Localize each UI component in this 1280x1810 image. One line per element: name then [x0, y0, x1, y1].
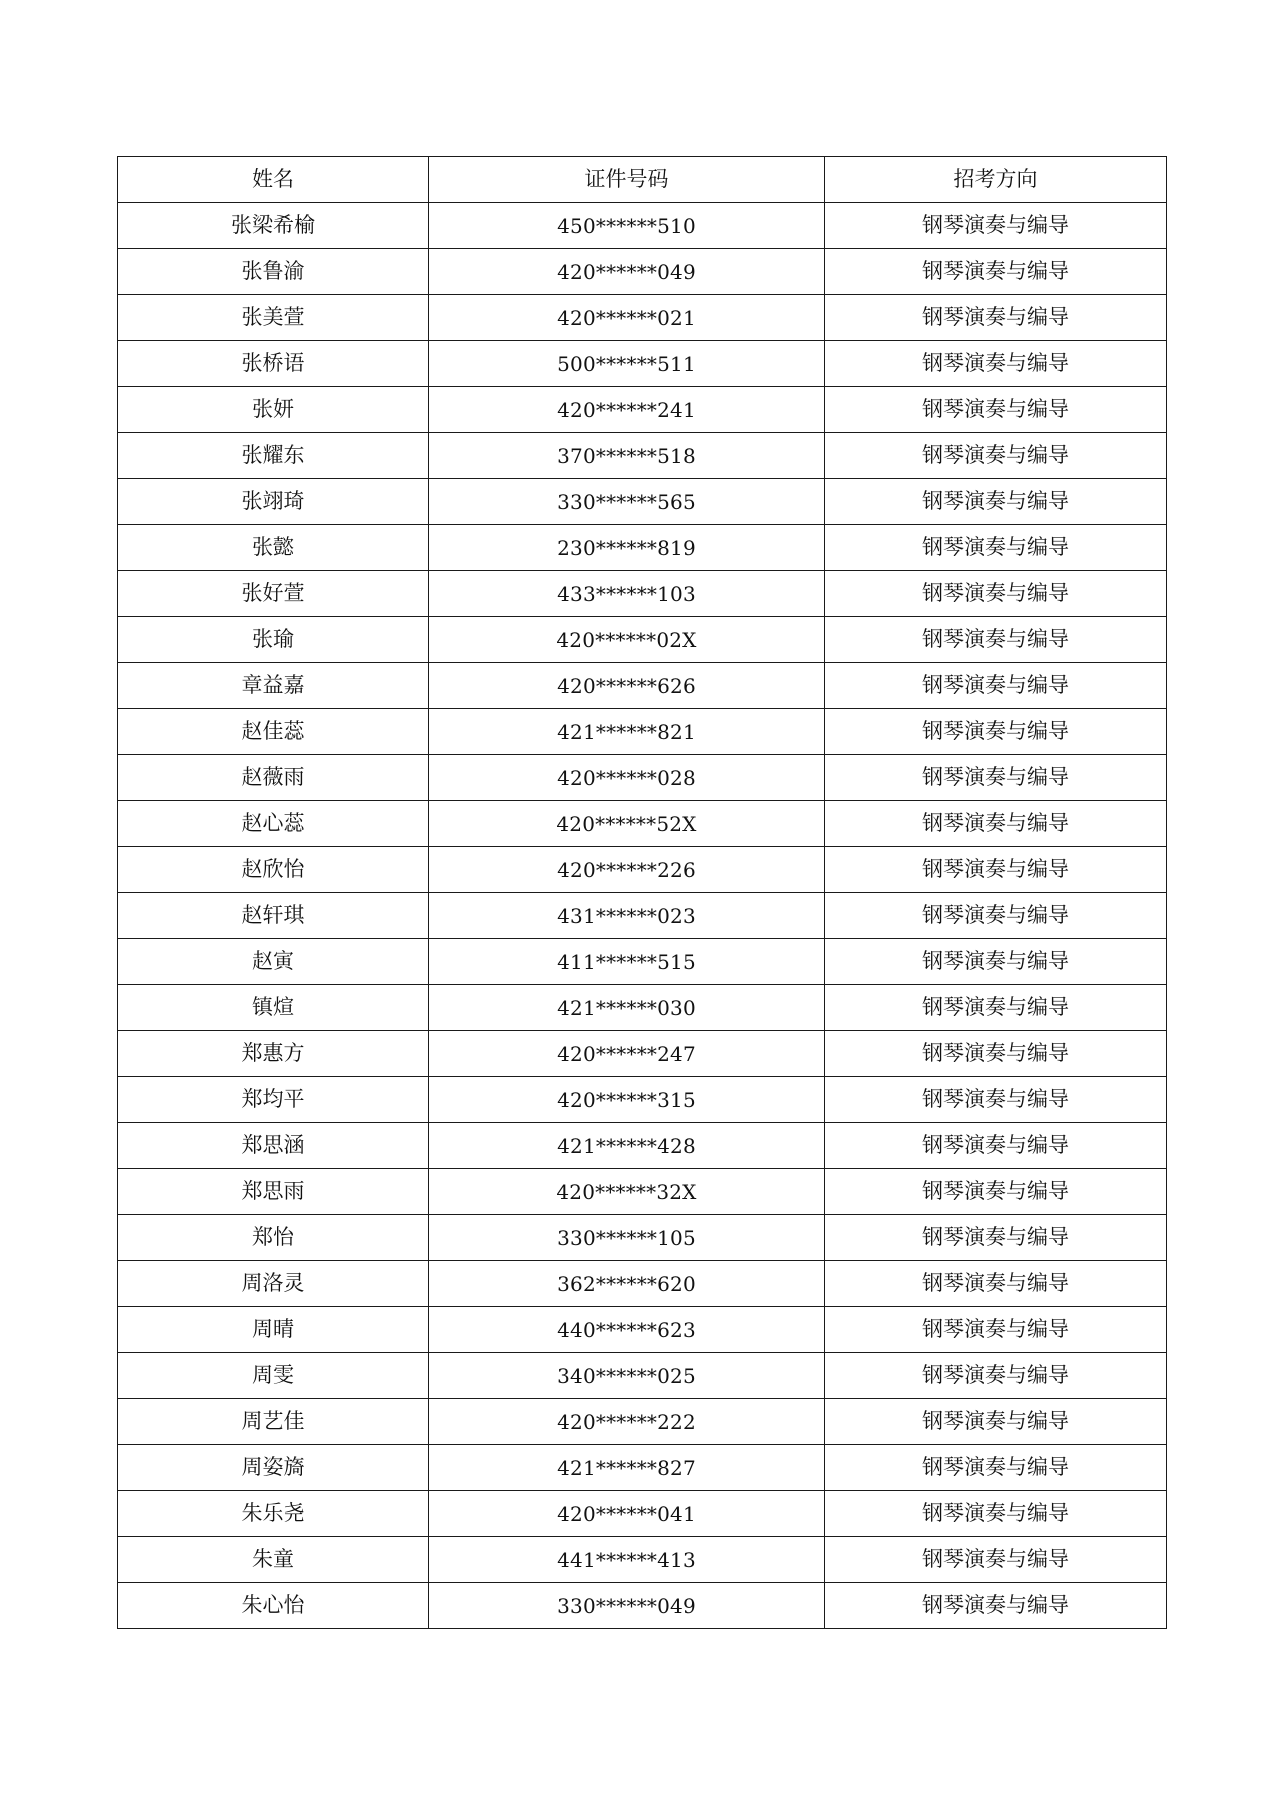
direction-cell: 钢琴演奏与编导: [825, 709, 1167, 755]
id-number-cell: 420******021: [429, 295, 825, 341]
column-header-direction: 招考方向: [825, 157, 1167, 203]
id-number-cell: 420******226: [429, 847, 825, 893]
direction-cell: 钢琴演奏与编导: [825, 1215, 1167, 1261]
id-number-cell: 340******025: [429, 1353, 825, 1399]
name-cell: 郑思涵: [118, 1123, 429, 1169]
direction-cell: 钢琴演奏与编导: [825, 1307, 1167, 1353]
id-number-cell: 420******52X: [429, 801, 825, 847]
direction-cell: 钢琴演奏与编导: [825, 571, 1167, 617]
direction-cell: 钢琴演奏与编导: [825, 203, 1167, 249]
direction-cell: 钢琴演奏与编导: [825, 1169, 1167, 1215]
table-row: [118, 939, 1167, 985]
table-row: [118, 1445, 1167, 1491]
id-number-cell: 420******041: [429, 1491, 825, 1537]
id-number-cell: 330******049: [429, 1583, 825, 1629]
name-cell: 张懿: [118, 525, 429, 571]
table-row: [118, 663, 1167, 709]
name-cell: 周姿旖: [118, 1445, 429, 1491]
name-cell: 张妍: [118, 387, 429, 433]
id-number-cell: 431******023: [429, 893, 825, 939]
id-number-cell: 421******821: [429, 709, 825, 755]
table-row: [118, 1491, 1167, 1537]
name-cell: 赵佳蕊: [118, 709, 429, 755]
name-cell: 周洛灵: [118, 1261, 429, 1307]
direction-cell: 钢琴演奏与编导: [825, 755, 1167, 801]
direction-cell: 钢琴演奏与编导: [825, 1031, 1167, 1077]
table-row: [118, 525, 1167, 571]
id-number-cell: 420******241: [429, 387, 825, 433]
id-number-cell: 420******32X: [429, 1169, 825, 1215]
table-row: [118, 387, 1167, 433]
direction-cell: 钢琴演奏与编导: [825, 1077, 1167, 1123]
table-row: [118, 1077, 1167, 1123]
name-cell: 朱童: [118, 1537, 429, 1583]
id-number-cell: 370******518: [429, 433, 825, 479]
column-header-name: 姓名: [118, 157, 429, 203]
candidate-table: [117, 156, 1167, 1629]
table-row: [118, 1169, 1167, 1215]
table-row: [118, 1353, 1167, 1399]
id-number-cell: 420******049: [429, 249, 825, 295]
table-row: [118, 1583, 1167, 1629]
direction-cell: 钢琴演奏与编导: [825, 1261, 1167, 1307]
table-row: [118, 1031, 1167, 1077]
table-row: [118, 847, 1167, 893]
direction-cell: 钢琴演奏与编导: [825, 387, 1167, 433]
name-cell: 郑怡: [118, 1215, 429, 1261]
id-number-cell: 433******103: [429, 571, 825, 617]
name-cell: 张好萱: [118, 571, 429, 617]
table-row: [118, 1261, 1167, 1307]
table-row: [118, 985, 1167, 1031]
table-row: [118, 801, 1167, 847]
table-row: [118, 203, 1167, 249]
id-number-cell: 450******510: [429, 203, 825, 249]
name-cell: 郑思雨: [118, 1169, 429, 1215]
name-cell: 张美萱: [118, 295, 429, 341]
table-row: [118, 709, 1167, 755]
table-row: [118, 341, 1167, 387]
name-cell: 朱乐尧: [118, 1491, 429, 1537]
direction-cell: 钢琴演奏与编导: [825, 525, 1167, 571]
direction-cell: 钢琴演奏与编导: [825, 1537, 1167, 1583]
direction-cell: 钢琴演奏与编导: [825, 617, 1167, 663]
table-row: [118, 1215, 1167, 1261]
name-cell: 张翊琦: [118, 479, 429, 525]
direction-cell: 钢琴演奏与编导: [825, 1445, 1167, 1491]
id-number-cell: 420******028: [429, 755, 825, 801]
name-cell: 周雯: [118, 1353, 429, 1399]
name-cell: 赵薇雨: [118, 755, 429, 801]
table-row: [118, 617, 1167, 663]
id-number-cell: 330******565: [429, 479, 825, 525]
direction-cell: 钢琴演奏与编导: [825, 1399, 1167, 1445]
direction-cell: 钢琴演奏与编导: [825, 985, 1167, 1031]
table-row: [118, 755, 1167, 801]
name-cell: 朱心怡: [118, 1583, 429, 1629]
table-body: [118, 203, 1167, 1629]
direction-cell: 钢琴演奏与编导: [825, 1123, 1167, 1169]
table-row: [118, 1123, 1167, 1169]
name-cell: 郑均平: [118, 1077, 429, 1123]
name-cell: 张瑜: [118, 617, 429, 663]
direction-cell: 钢琴演奏与编导: [825, 249, 1167, 295]
direction-cell: 钢琴演奏与编导: [825, 663, 1167, 709]
name-cell: 周艺佳: [118, 1399, 429, 1445]
id-number-cell: 230******819: [429, 525, 825, 571]
direction-cell: 钢琴演奏与编导: [825, 1353, 1167, 1399]
id-number-cell: 441******413: [429, 1537, 825, 1583]
header-row: [118, 157, 1167, 203]
table-row: [118, 1307, 1167, 1353]
table-row: [118, 479, 1167, 525]
id-number-cell: 440******623: [429, 1307, 825, 1353]
id-number-cell: 420******626: [429, 663, 825, 709]
name-cell: 镇煊: [118, 985, 429, 1031]
table-row: [118, 571, 1167, 617]
name-cell: 张鲁渝: [118, 249, 429, 295]
table-row: [118, 295, 1167, 341]
column-header-id-number: 证件号码: [429, 157, 825, 203]
direction-cell: 钢琴演奏与编导: [825, 341, 1167, 387]
id-number-cell: 421******030: [429, 985, 825, 1031]
id-number-cell: 421******428: [429, 1123, 825, 1169]
direction-cell: 钢琴演奏与编导: [825, 893, 1167, 939]
name-cell: 章益嘉: [118, 663, 429, 709]
direction-cell: 钢琴演奏与编导: [825, 847, 1167, 893]
direction-cell: 钢琴演奏与编导: [825, 479, 1167, 525]
direction-cell: 钢琴演奏与编导: [825, 433, 1167, 479]
direction-cell: 钢琴演奏与编导: [825, 295, 1167, 341]
table-row: [118, 1537, 1167, 1583]
name-cell: 赵心蕊: [118, 801, 429, 847]
table-row: [118, 1399, 1167, 1445]
id-number-cell: 411******515: [429, 939, 825, 985]
direction-cell: 钢琴演奏与编导: [825, 939, 1167, 985]
name-cell: 赵欣怡: [118, 847, 429, 893]
name-cell: 张桥语: [118, 341, 429, 387]
id-number-cell: 420******315: [429, 1077, 825, 1123]
id-number-cell: 362******620: [429, 1261, 825, 1307]
direction-cell: 钢琴演奏与编导: [825, 1583, 1167, 1629]
id-number-cell: 500******511: [429, 341, 825, 387]
name-cell: 赵轩琪: [118, 893, 429, 939]
direction-cell: 钢琴演奏与编导: [825, 801, 1167, 847]
id-number-cell: 330******105: [429, 1215, 825, 1261]
id-number-cell: 420******247: [429, 1031, 825, 1077]
table-row: [118, 433, 1167, 479]
table-row: [118, 893, 1167, 939]
table-header: [118, 157, 1167, 203]
table-row: [118, 249, 1167, 295]
name-cell: 张梁希榆: [118, 203, 429, 249]
direction-cell: 钢琴演奏与编导: [825, 1491, 1167, 1537]
name-cell: 郑惠方: [118, 1031, 429, 1077]
id-number-cell: 420******02X: [429, 617, 825, 663]
name-cell: 周晴: [118, 1307, 429, 1353]
name-cell: 张耀东: [118, 433, 429, 479]
id-number-cell: 421******827: [429, 1445, 825, 1491]
id-number-cell: 420******222: [429, 1399, 825, 1445]
name-cell: 赵寅: [118, 939, 429, 985]
